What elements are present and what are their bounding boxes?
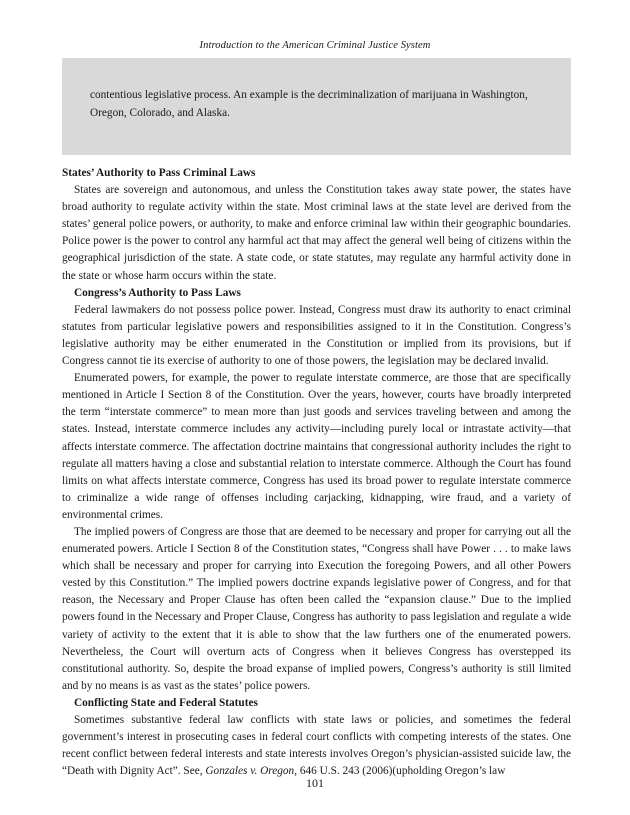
paragraph: Enumerated powers, for example, the power to regulate interstate commerce, are those that are specifically mentioned in Article I Section 8 of the Constitution. Over the years, however, courts have broadly interpreted the term “interstate commerce” to mean more than just goods and services traveling between and among the states. Instead, interstate commerce includes any activity—including purely local or intrastate activity—that affects interstate commerce. The affectation doctrine maintains that congressional authority includes the right to regulate all matters having a close and substantial relation to interstate commerce. Although the Court has found limits on what affects interstate commerce, Congress has used its broad power to regulate interstate commerce to criminalize a wide range of offenses including carjacking, kidnapping, wire fraud, and a variety of environmental crimes. (62, 372, 571, 521)
heading-states-authority: States’ Authority to Pass Criminal Laws (62, 167, 256, 179)
page-number: 101 (306, 776, 324, 790)
paragraph: Federal lawmakers do not possess police power. Instead, Congress must draw its authority to enact criminal statutes from particular legislative powers and responsibilities assigned to it in the Constitution. Congress’s legislative authority may be either enumerated in the Constitution or implied from its provisions, but if Congress cannot tie its exercise of authority to one of those powers, the legislation may be declared invalid. (62, 303, 571, 368)
heading-congress-authority: Congress’s Authority to Pass Laws (74, 286, 241, 299)
page-body (62, 165, 571, 780)
paragraph-text: Sometimes substantive federal law conflicts with state laws or policies, and sometimes the federal government’s interest in prosecuting cases in federal court conflicts with competing interests of the states. One recent conflict between federal interests and state interests involves Oregon’s physician-assisted suicide law, the “Death with Dignity Act”. See, (62, 714, 571, 778)
case-citation: Gonzales v. Oregon (205, 765, 295, 778)
paragraph (62, 712, 571, 780)
paragraph: The implied powers of Congress are those that are deemed to be necessary and proper for carrying out all the enumerated powers. Article I Section 8 of the Constitution states, “Congress shall have Power . . . to make laws which shall be necessary and proper for carrying into Execution the foregoing Powers, and all other Powers vested by this Constitution.” The implied powers doctrine expands legislative power of Congress, and for that reason, the Necessary and Proper Clause has often been called the “expansion clause.” Due to the implied powers found in the Necessary and Proper Clause, Congress has authority to pass legislation and regulate a wide variety of activity to the extent that it is able to show that the law furthers one of the enumerated powers. Nevertheless, the Court will overturn acts of Congress when it believes Congress has overstepped its constitutional authority. So, despite the broad expanse of implied powers, Congress’s authority is still limited and by no means is as vast as the states’ police powers. (62, 525, 571, 692)
paragraph: States are sovereign and autonomous, and unless the Constitution takes away state power, the states have broad authority to regulate activity within the state. Most criminal laws at the state level are derived from the states’ general police powers, or authority, to make and enforce criminal law within their geographic boundaries. Police power is the power to control any harmful act that may affect the general well being of citizens within the geographical jurisdiction of the state. A state code, or state statutes, may regulate any harmful activity done in the state or whose harm occurs within the state. (62, 184, 571, 282)
heading-conflicting-statutes: Conflicting State and Federal Statutes (74, 696, 258, 709)
callout-text: contentious legislative process. An example is the decriminalization of marijuana in Washington, Oregon, Colorado, and Alaska. (90, 89, 528, 119)
callout-box (62, 58, 571, 155)
running-head: Introduction to the American Criminal Justice System (199, 40, 431, 51)
citation-detail: , 646 U.S. 243 (2006)(upholding Oregon’s law (294, 765, 506, 778)
